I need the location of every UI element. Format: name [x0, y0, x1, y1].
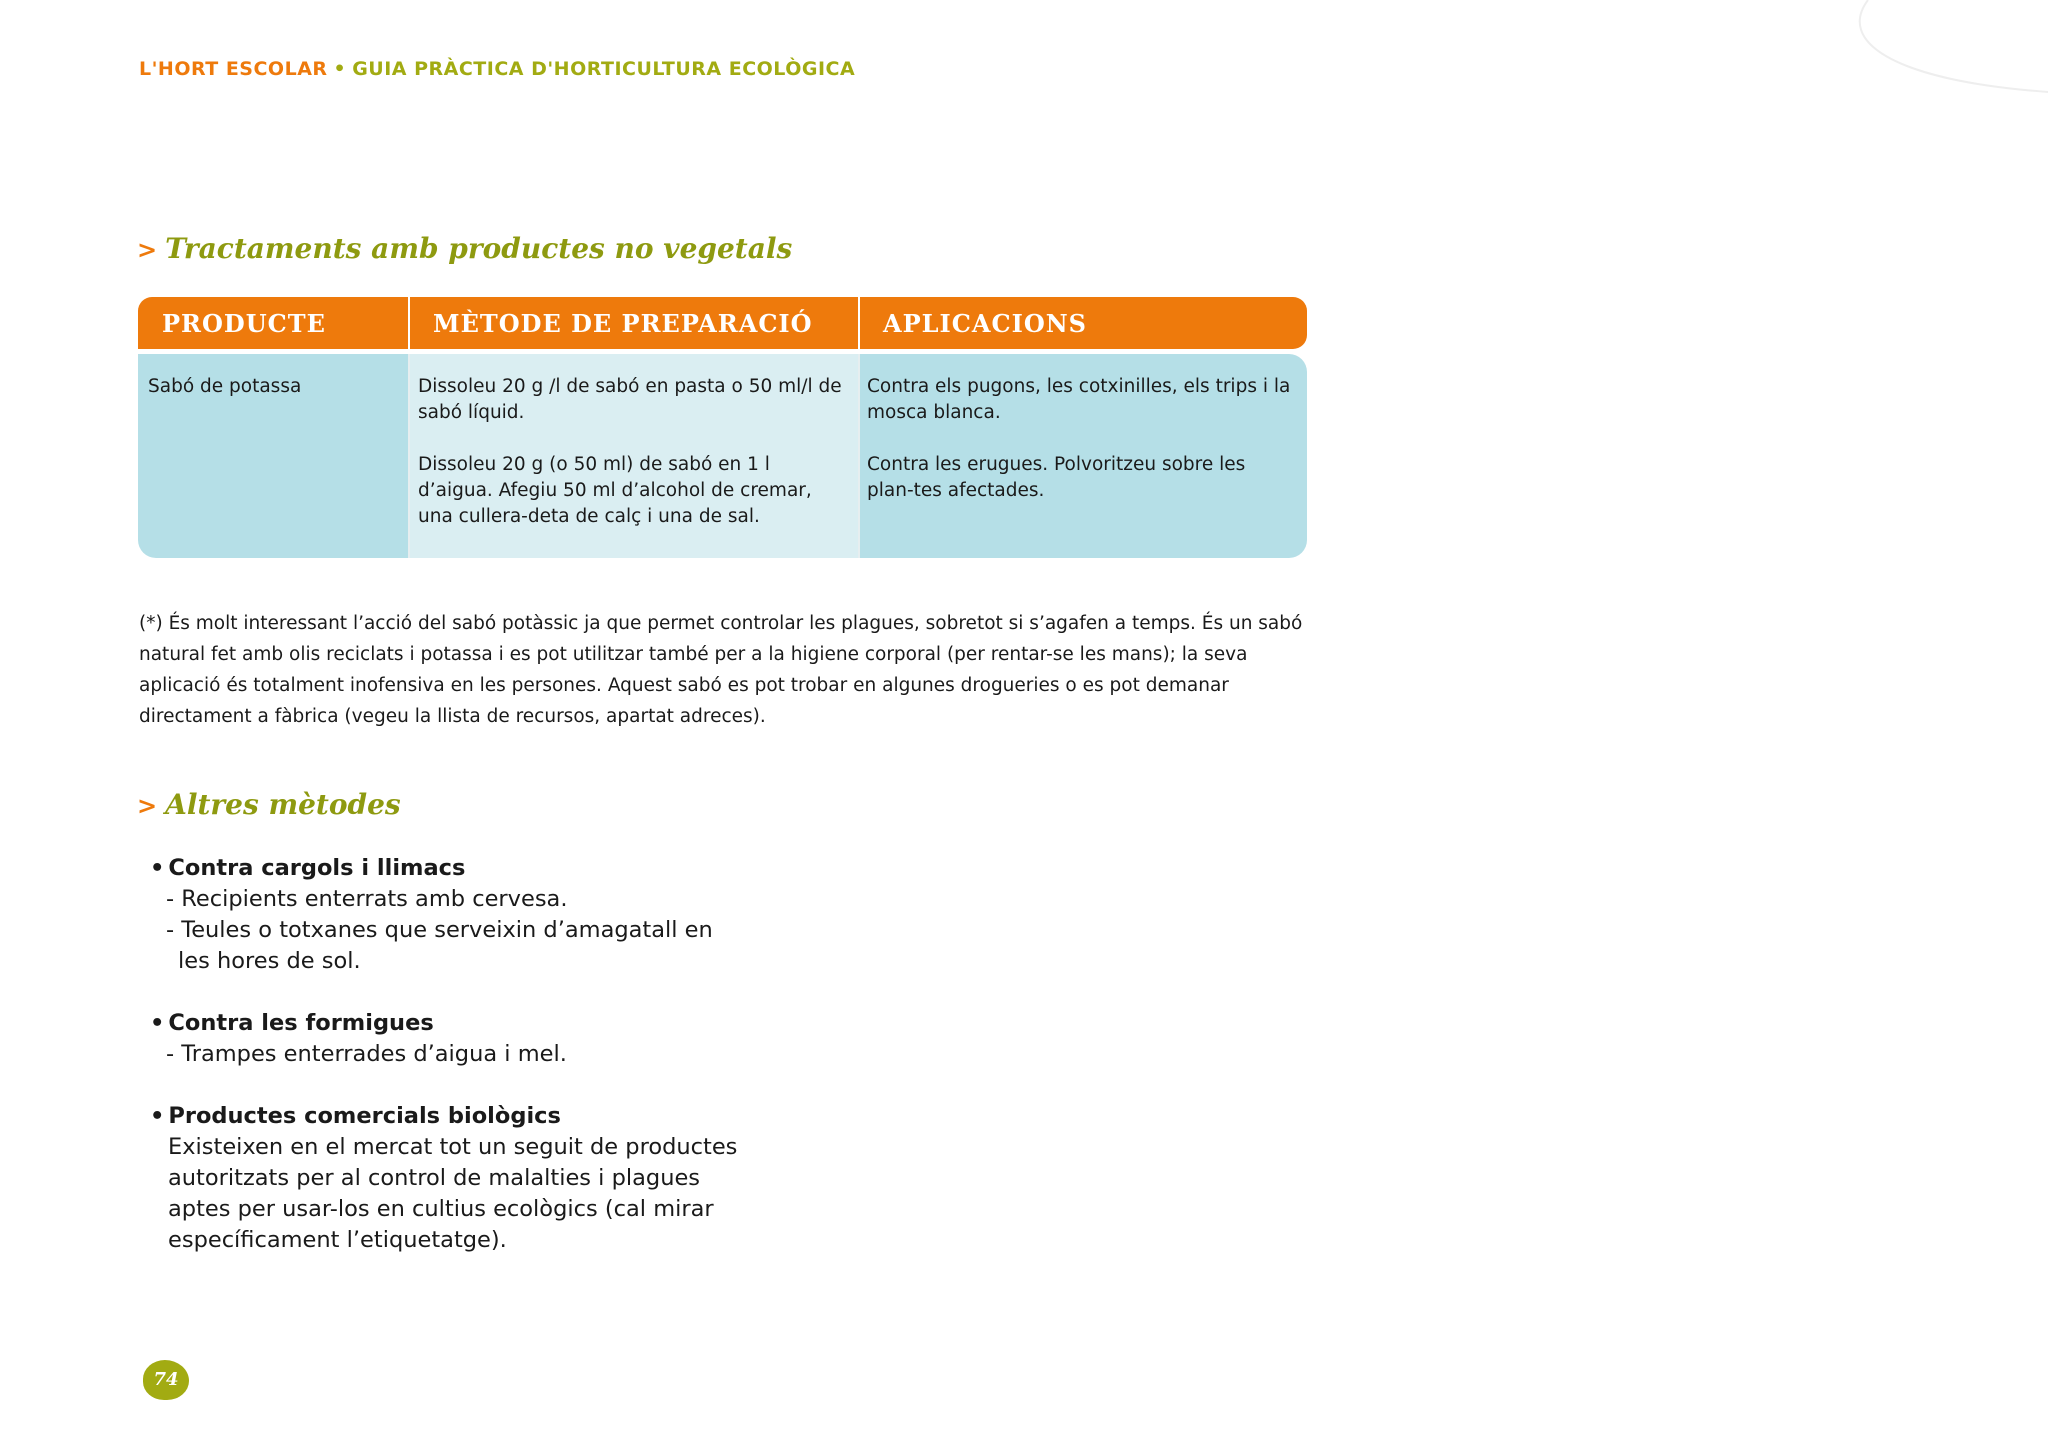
method-description: autoritzats per al control de malalties i plagues	[168, 1165, 701, 1191]
footnote-paragraph: (*) És molt interessant l’acció del sabó potàssic ja que permet controlar les plagues, sobretot si s’agafen a temps. És un sabó natural fet amb olis reciclats i potassa i es pot utilitzar també per a la higiene corporal (per rentar-se les mans); la seva aplicació és totalment inofensiva en les persones. Aquest sabó es pot trobar en algunes drogueries o es pot demanar directament a fàbrica (vegeu la llista de recursos, apartat adreces).	[139, 613, 1303, 727]
header-title: L'HORT ESCOLAR	[139, 58, 328, 80]
table-row	[138, 354, 1307, 558]
cell-metode	[418, 374, 848, 556]
method-item: Teules o totxanes que serveixin d’amagatall en	[181, 917, 713, 943]
treatments-table	[138, 297, 1307, 572]
running-header	[139, 58, 855, 80]
section-title-treatments	[137, 232, 792, 265]
method-item: Trampes enterrades d’aigua i mel.	[181, 1041, 567, 1067]
table-header	[138, 297, 1307, 349]
method-description: específicament l’etiquetatge).	[168, 1227, 507, 1253]
dash-icon: -	[166, 886, 175, 912]
column-divider	[858, 354, 860, 558]
method-title: Productes comercials biològics	[168, 1103, 561, 1129]
arrow-icon: >	[137, 235, 158, 264]
bullet-icon: •	[150, 1103, 165, 1129]
list-item	[150, 1101, 870, 1256]
list-item	[150, 1008, 870, 1070]
section-title-text: Tractaments amb productes no vegetals	[165, 232, 793, 265]
bullet-icon: •	[150, 855, 165, 881]
header-divider	[858, 297, 860, 349]
column-divider	[408, 354, 410, 558]
metode-paragraph: Dissoleu 20 g /l de sabó en pasta o 50 ml/l de sabó líquid.	[418, 376, 842, 423]
aplicacions-paragraph: Contra les erugues. Polvoritzeu sobre les plan-tes afectades.	[867, 454, 1246, 501]
column-header-aplicacions: APLICACIONS	[883, 309, 1087, 338]
method-item-continued: les hores de sol.	[178, 948, 361, 974]
cell-producte: Sabó de potassa	[148, 376, 302, 397]
header-divider	[408, 297, 410, 349]
methods-list	[150, 853, 870, 1287]
method-description: aptes per usar-los en cultius ecològics (cal mirar	[168, 1196, 714, 1222]
list-item	[150, 853, 870, 977]
page-number: 74	[143, 1360, 189, 1400]
bullet-icon: •	[150, 1010, 165, 1036]
dash-icon: -	[166, 1041, 175, 1067]
header-separator: •	[333, 58, 347, 80]
method-title: Contra cargols i llimacs	[168, 855, 466, 881]
corner-decoration	[1828, 0, 2048, 100]
section-title-other-methods	[137, 788, 401, 821]
header-subtitle: GUIA PRÀCTICA D'HORTICULTURA ECOLÒGICA	[352, 58, 856, 80]
section-title-text: Altres mètodes	[165, 788, 401, 821]
metode-paragraph: Dissoleu 20 g (o 50 ml) de sabó en 1 l d’aigua. Afegiu 50 ml d’alcohol de cremar, una cullera-deta de calç i una de sal.	[418, 454, 812, 527]
method-description: Existeixen en el mercat tot un seguit de productes	[168, 1134, 738, 1160]
arrow-icon: >	[137, 791, 158, 820]
method-title: Contra les formigues	[168, 1010, 434, 1036]
cell-aplicacions	[867, 374, 1297, 530]
column-header-producte: PRODUCTE	[162, 309, 326, 338]
column-header-metode: MÈTODE DE PREPARACIÓ	[433, 309, 813, 338]
method-item: Recipients enterrats amb cervesa.	[181, 886, 568, 912]
aplicacions-paragraph: Contra els pugons, les cotxinilles, els trips i la mosca blanca.	[867, 376, 1291, 423]
dash-icon: -	[166, 917, 175, 943]
